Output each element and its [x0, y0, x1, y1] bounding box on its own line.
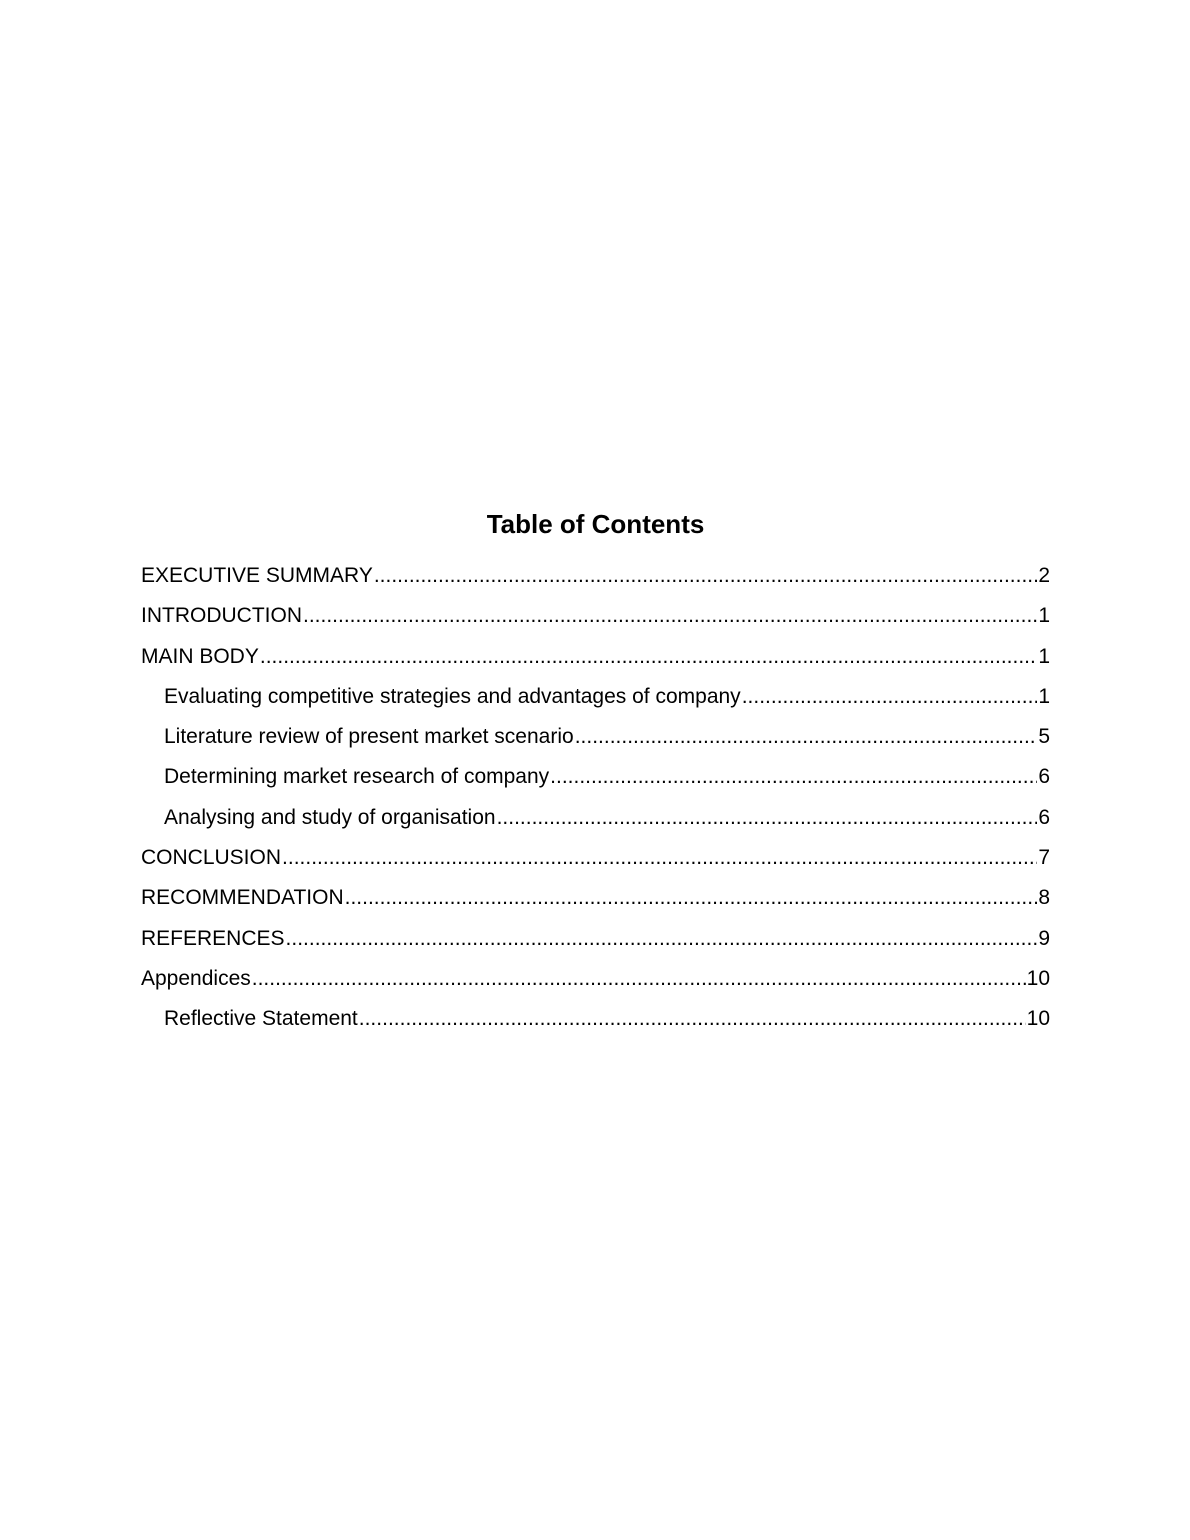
- toc-leader-dots: [497, 804, 1038, 832]
- toc-leader-dots: [374, 562, 1037, 590]
- toc-leader-dots: [345, 884, 1038, 912]
- toc-entry-page: 7: [1038, 846, 1050, 870]
- toc-entry-page: 6: [1038, 805, 1050, 829]
- toc-entry-label: Reflective Statement: [164, 1007, 358, 1031]
- toc-entry-label: RECOMMENDATION: [141, 886, 344, 910]
- toc-entry-label: INTRODUCTION: [141, 604, 302, 628]
- toc-leader-dots: [282, 844, 1037, 872]
- toc-entry-conclusion[interactable]: [141, 844, 1050, 884]
- toc-entry-page: 10: [1026, 966, 1050, 990]
- toc-entry-label: Evaluating competitive strategies and advantages of company: [164, 684, 741, 708]
- toc-entry-label: Appendices: [141, 966, 251, 990]
- toc-entry-references[interactable]: [141, 925, 1050, 965]
- toc-entry-page: 6: [1038, 765, 1050, 789]
- toc-list: [141, 562, 1050, 1046]
- toc-entry-market-research[interactable]: [141, 763, 1050, 803]
- toc-entry-executive-summary[interactable]: [141, 562, 1050, 602]
- toc-leader-dots: [575, 723, 1038, 751]
- toc-title: Table of Contents: [486, 509, 705, 539]
- toc-entry-page: 5: [1038, 725, 1050, 749]
- toc-entry-page: 8: [1038, 886, 1050, 910]
- toc-entry-label: MAIN BODY: [141, 644, 259, 668]
- toc-leader-dots: [303, 602, 1037, 630]
- toc-entry-page: 9: [1038, 926, 1050, 950]
- toc-entry-reflective-statement[interactable]: [141, 1005, 1050, 1045]
- toc-entry-label: Determining market research of company: [164, 765, 550, 789]
- toc-leader-dots: [252, 965, 1026, 993]
- toc-leader-dots: [260, 643, 1037, 671]
- toc-entry-page: 1: [1038, 644, 1050, 668]
- toc-entry-appendices[interactable]: [141, 965, 1050, 1005]
- toc-entry-label: Analysing and study of organisation: [164, 805, 496, 829]
- toc-leader-dots: [359, 1005, 1026, 1033]
- toc-entry-introduction[interactable]: [141, 602, 1050, 642]
- toc-entry-competitive-strategies[interactable]: [141, 683, 1050, 723]
- toc-entry-label: Literature review of present market scenario: [164, 725, 574, 749]
- toc-entry-label: REFERENCES: [141, 926, 285, 950]
- toc-entry-page: 10: [1026, 1007, 1050, 1031]
- toc-entry-label: CONCLUSION: [141, 846, 282, 870]
- toc-entry-literature-review[interactable]: [141, 723, 1050, 763]
- toc-entry-recommendation[interactable]: [141, 884, 1050, 924]
- toc-entry-organisation-study[interactable]: [141, 804, 1050, 844]
- toc-leader-dots: [550, 763, 1037, 791]
- toc-leader-dots: [742, 683, 1038, 711]
- toc-leader-dots: [286, 925, 1038, 953]
- toc-entry-main-body[interactable]: [141, 643, 1050, 683]
- toc-entry-page: 1: [1038, 604, 1050, 628]
- toc-entry-page: 1: [1038, 684, 1050, 708]
- toc-entry-page: 2: [1038, 564, 1050, 587]
- toc-entry-label: EXECUTIVE SUMMARY: [141, 564, 373, 587]
- table-of-contents: [141, 506, 1050, 1046]
